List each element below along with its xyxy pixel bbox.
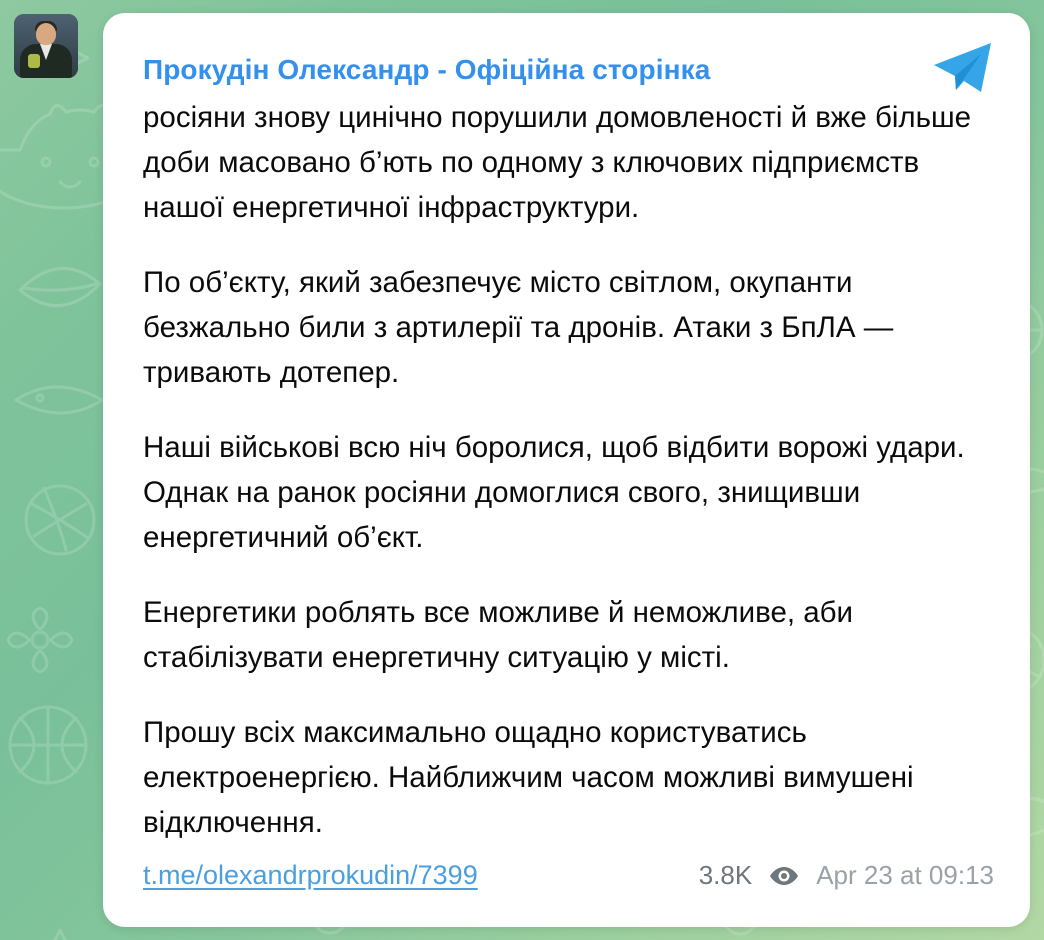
eye-icon [768,865,800,887]
post-paragraph: Наші військові всю ніч боролися, щоб відбити ворожі удари. Однак на ранок росіяни домоглися свого, знищивши енергетичний об’єкт. [143,431,965,554]
telegram-post-card [103,13,1030,927]
post-footer [143,860,994,891]
post-paragraph: По об’єкту, який забезпечує місто світлом, окупанти безжально били з артилерії та дронів. Атаки з БпЛА — тривають дотепер. [143,266,894,389]
channel-avatar[interactable] [14,14,78,78]
post-permalink[interactable]: t.me/olexandrprokudin/7399 [143,860,478,890]
post-paragraph: Прошу всіх максимально ощадно користуватись електроенергією. Найближчим часом можливі вимушені відключення. [143,716,914,839]
post-date: Apr 23 at 09:13 [816,860,994,890]
post-text [143,95,994,845]
view-count: 3.8K [698,860,753,890]
telegram-icon[interactable] [932,41,994,100]
channel-title[interactable]: Прокудін Олександр - Офіційна сторінка [143,54,711,85]
post-meta [699,860,994,891]
post-header [143,47,1000,93]
avatar-badge [28,54,40,68]
post-paragraph: росіяни знову цинічно порушили домовленості й вже більше доби масовано б’ють по одному з ключових підприємств нашої енергетичної інфраструктури. [143,101,972,224]
post-paragraph: Енергетики роблять все можливе й неможливе, аби стабілізувати енергетичну ситуацію у місті. [143,596,854,674]
avatar-face [36,23,56,45]
